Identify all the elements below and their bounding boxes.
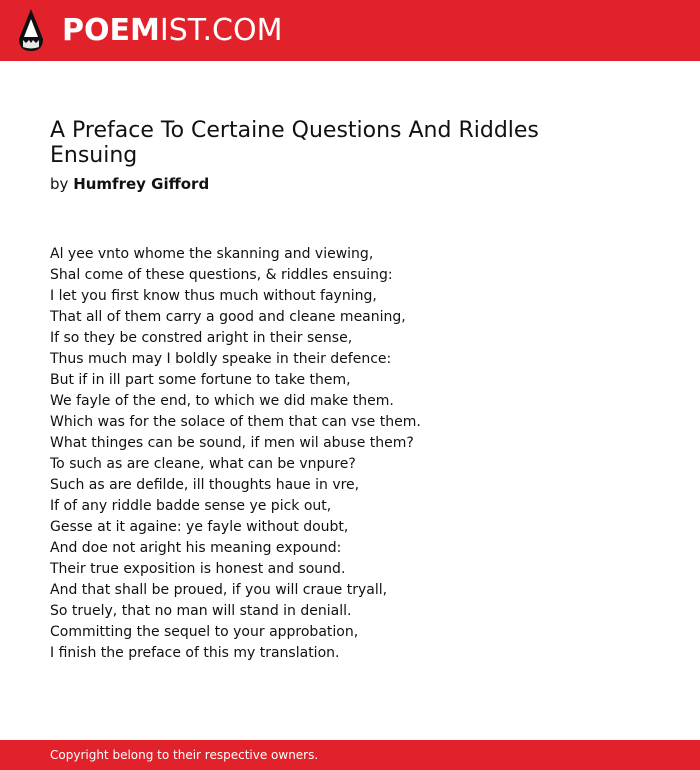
site-header (0, 0, 700, 61)
poem-line: What thinges can be sound, if men wil abuse them? (50, 435, 414, 451)
poem-line: If of any riddle badde sense ye pick out, (50, 498, 332, 514)
poem-line: I let you first know thus much without fayning, (50, 288, 377, 304)
author-name: Humfrey Gifford (73, 175, 210, 193)
poem-line: So truely, that no man will stand in deniall. (50, 603, 352, 619)
poem-line: To such as are cleane, what can be vnpure? (50, 456, 356, 472)
poem-line: We fayle of the end, to which we did make them. (50, 393, 394, 409)
poem-line: Their true exposition is honest and sound. (50, 561, 346, 577)
poem-line: And doe not aright his meaning expound: (50, 540, 342, 556)
byline-label: by (50, 175, 69, 193)
poem-line: But if in ill part some fortune to take them, (50, 372, 351, 388)
poem-line: Committing the sequel to your approbation, (50, 624, 359, 640)
poem-line: Such as are defilde, ill thoughts haue in vre, (50, 477, 360, 493)
logo-text-light: IST.COM (159, 13, 283, 48)
poem-line: Thus much may I boldly speake in their defence: (50, 351, 392, 367)
poem-body (50, 244, 670, 664)
poem-title: A Preface To Certaine Questions And Riddles Ensuing (50, 118, 539, 168)
poem-line: That all of them carry a good and cleane meaning, (50, 309, 406, 325)
byline (50, 174, 209, 194)
copyright-text: Copyright belong to their respective owners. (50, 748, 319, 762)
poem-line: And that shall be proued, if you will craue tryall, (50, 582, 388, 598)
poem-line: Shal come of these questions, & riddles ensuing: (50, 267, 393, 283)
logo-text-bold: POEM (62, 13, 160, 48)
poem-line: Gesse at it againe: ye fayle without doubt, (50, 519, 349, 535)
pencil-tip-icon[interactable] (18, 9, 44, 51)
site-logo[interactable] (62, 13, 282, 49)
poem-line: If so they be constred aright in their sense, (50, 330, 353, 346)
poem-line: Al yee vnto whome the skanning and viewing, (50, 246, 374, 262)
poem-line: I finish the preface of this my translation. (50, 645, 340, 661)
site-footer (0, 740, 700, 770)
poem-line: Which was for the solace of them that can vse them. (50, 414, 421, 430)
